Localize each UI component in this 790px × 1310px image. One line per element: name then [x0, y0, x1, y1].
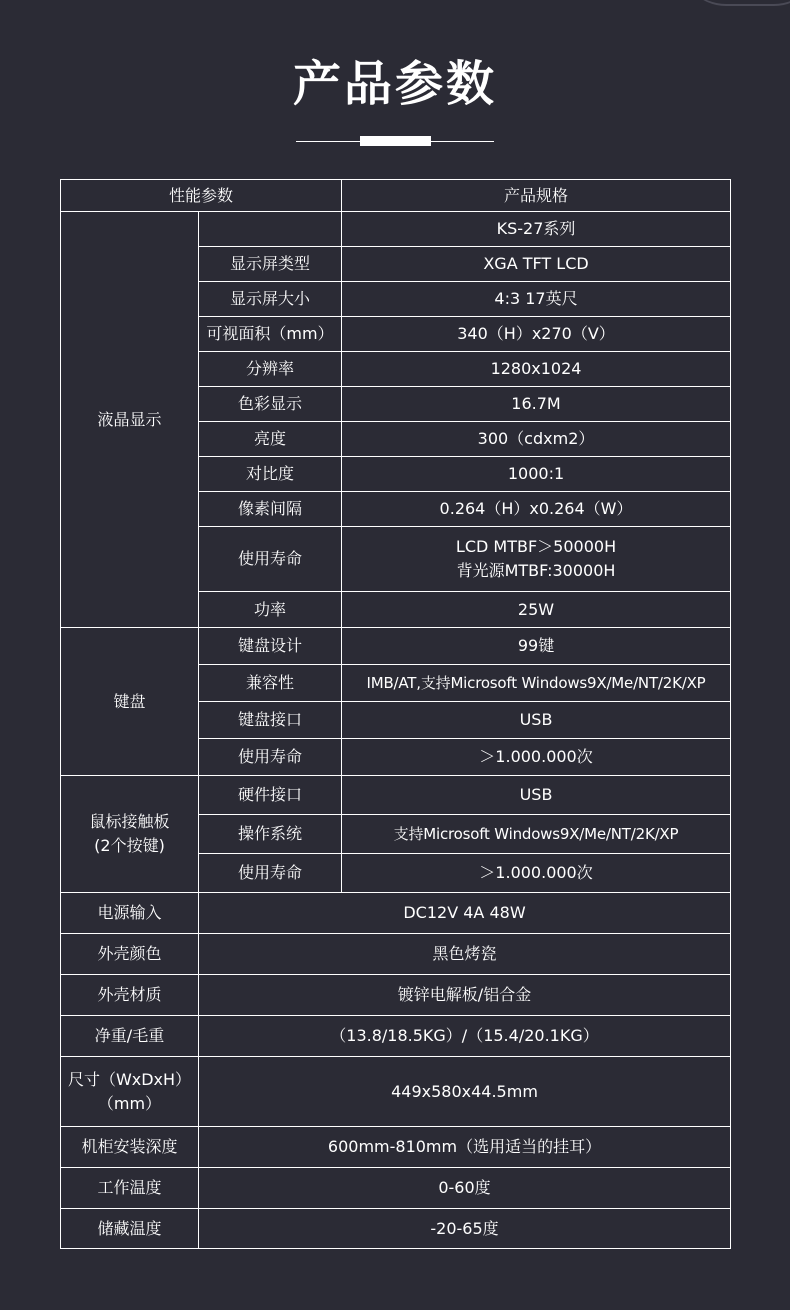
- row-value-line-2: 背光源MTBF:30000H: [456, 561, 616, 580]
- row-label: 色彩显示: [199, 387, 342, 422]
- row-value: DC12V 4A 48W: [199, 893, 731, 934]
- group-touchpad-line-2: (2个按键): [94, 836, 165, 855]
- row-value: ＞1.000.000次: [342, 739, 731, 776]
- row-value: KS-27系列: [342, 212, 731, 247]
- row-label: 操作系统: [199, 815, 342, 854]
- row-value: 支持Microsoft Windows9X/Me/NT/2K/XP: [342, 815, 731, 854]
- corner-decoration: [680, 0, 790, 6]
- row-value: 0-60度: [199, 1168, 731, 1209]
- row-label: [199, 212, 342, 247]
- table-row: [61, 1209, 731, 1249]
- row-label: 对比度: [199, 457, 342, 492]
- row-label: 功率: [199, 592, 342, 628]
- row-label: 电源输入: [61, 893, 199, 934]
- row-value: 1000:1: [342, 457, 731, 492]
- row-value: 4:3 17英尺: [342, 282, 731, 317]
- row-label: 分辨率: [199, 352, 342, 387]
- table-row: [61, 1016, 731, 1057]
- header-param: 性能参数: [61, 180, 342, 212]
- row-value: （13.8/18.5KG）/（15.4/20.1KG）: [199, 1016, 731, 1057]
- row-value: 25W: [342, 592, 731, 628]
- row-value: XGA TFT LCD: [342, 247, 731, 282]
- spec-table: [60, 179, 731, 1249]
- row-label: 净重/毛重: [61, 1016, 199, 1057]
- row-label: 使用寿命: [199, 854, 342, 893]
- row-label: 外壳颜色: [61, 934, 199, 975]
- group-lcd: 液晶显示: [61, 212, 199, 628]
- row-value: 600mm-810mm（选用适当的挂耳）: [199, 1127, 731, 1168]
- row-label: 键盘设计: [199, 628, 342, 665]
- row-label: 储藏温度: [61, 1209, 199, 1249]
- row-label: 显示屏类型: [199, 247, 342, 282]
- row-label-line-2: （mm）: [97, 1093, 162, 1113]
- table-row: [61, 1127, 731, 1168]
- row-label-line-1: 尺寸（WxDxH）: [67, 1069, 192, 1089]
- group-touchpad: [61, 776, 199, 893]
- page-title: 产品参数: [292, 56, 497, 112]
- row-value: 16.7M: [342, 387, 731, 422]
- row-value: 0.264（H）x0.264（W）: [342, 492, 731, 527]
- row-value-line-1: LCD MTBF＞50000H: [455, 537, 617, 556]
- row-label: 使用寿命: [199, 527, 342, 592]
- table-row: [61, 893, 731, 934]
- group-touchpad-line-1: 鼠标接触板: [89, 812, 170, 831]
- header-spec: 产品规格: [342, 180, 731, 212]
- row-label: 使用寿命: [199, 739, 342, 776]
- row-value: USB: [342, 776, 731, 815]
- table-row: [61, 1168, 731, 1209]
- row-value: 黑色烤瓷: [199, 934, 731, 975]
- row-label: 兼容性: [199, 665, 342, 702]
- row-label: 像素间隔: [199, 492, 342, 527]
- row-value: 镀锌电解板/铝合金: [199, 975, 731, 1016]
- row-label: 外壳材质: [61, 975, 199, 1016]
- table-row: [61, 212, 731, 247]
- row-value: ＞1.000.000次: [342, 854, 731, 893]
- row-label: 亮度: [199, 422, 342, 457]
- group-keyboard: 键盘: [61, 628, 199, 776]
- row-value: 340（H）x270（V）: [342, 317, 731, 352]
- row-value: IMB/AT,支持Microsoft Windows9X/Me/NT/2K/XP: [342, 665, 731, 702]
- row-value: [342, 527, 731, 592]
- row-value: 449x580x44.5mm: [199, 1057, 731, 1127]
- table-header-row: [61, 180, 731, 212]
- table-row: [61, 1057, 731, 1127]
- table-row: [61, 628, 731, 665]
- row-value: 99键: [342, 628, 731, 665]
- row-label: 可视面积（mm）: [199, 317, 342, 352]
- table-row: [61, 975, 731, 1016]
- row-label: 工作温度: [61, 1168, 199, 1209]
- row-value: USB: [342, 702, 731, 739]
- row-label: 硬件接口: [199, 776, 342, 815]
- row-label: 机柜安装深度: [61, 1127, 199, 1168]
- row-value: 300（cdxm2）: [342, 422, 731, 457]
- row-value: 1280x1024: [342, 352, 731, 387]
- title-divider-bar: [360, 136, 431, 146]
- row-value: -20-65度: [199, 1209, 731, 1249]
- row-label: 键盘接口: [199, 702, 342, 739]
- row-label: [61, 1057, 199, 1127]
- row-label: 显示屏大小: [199, 282, 342, 317]
- table-row: [61, 934, 731, 975]
- table-row: [61, 776, 731, 815]
